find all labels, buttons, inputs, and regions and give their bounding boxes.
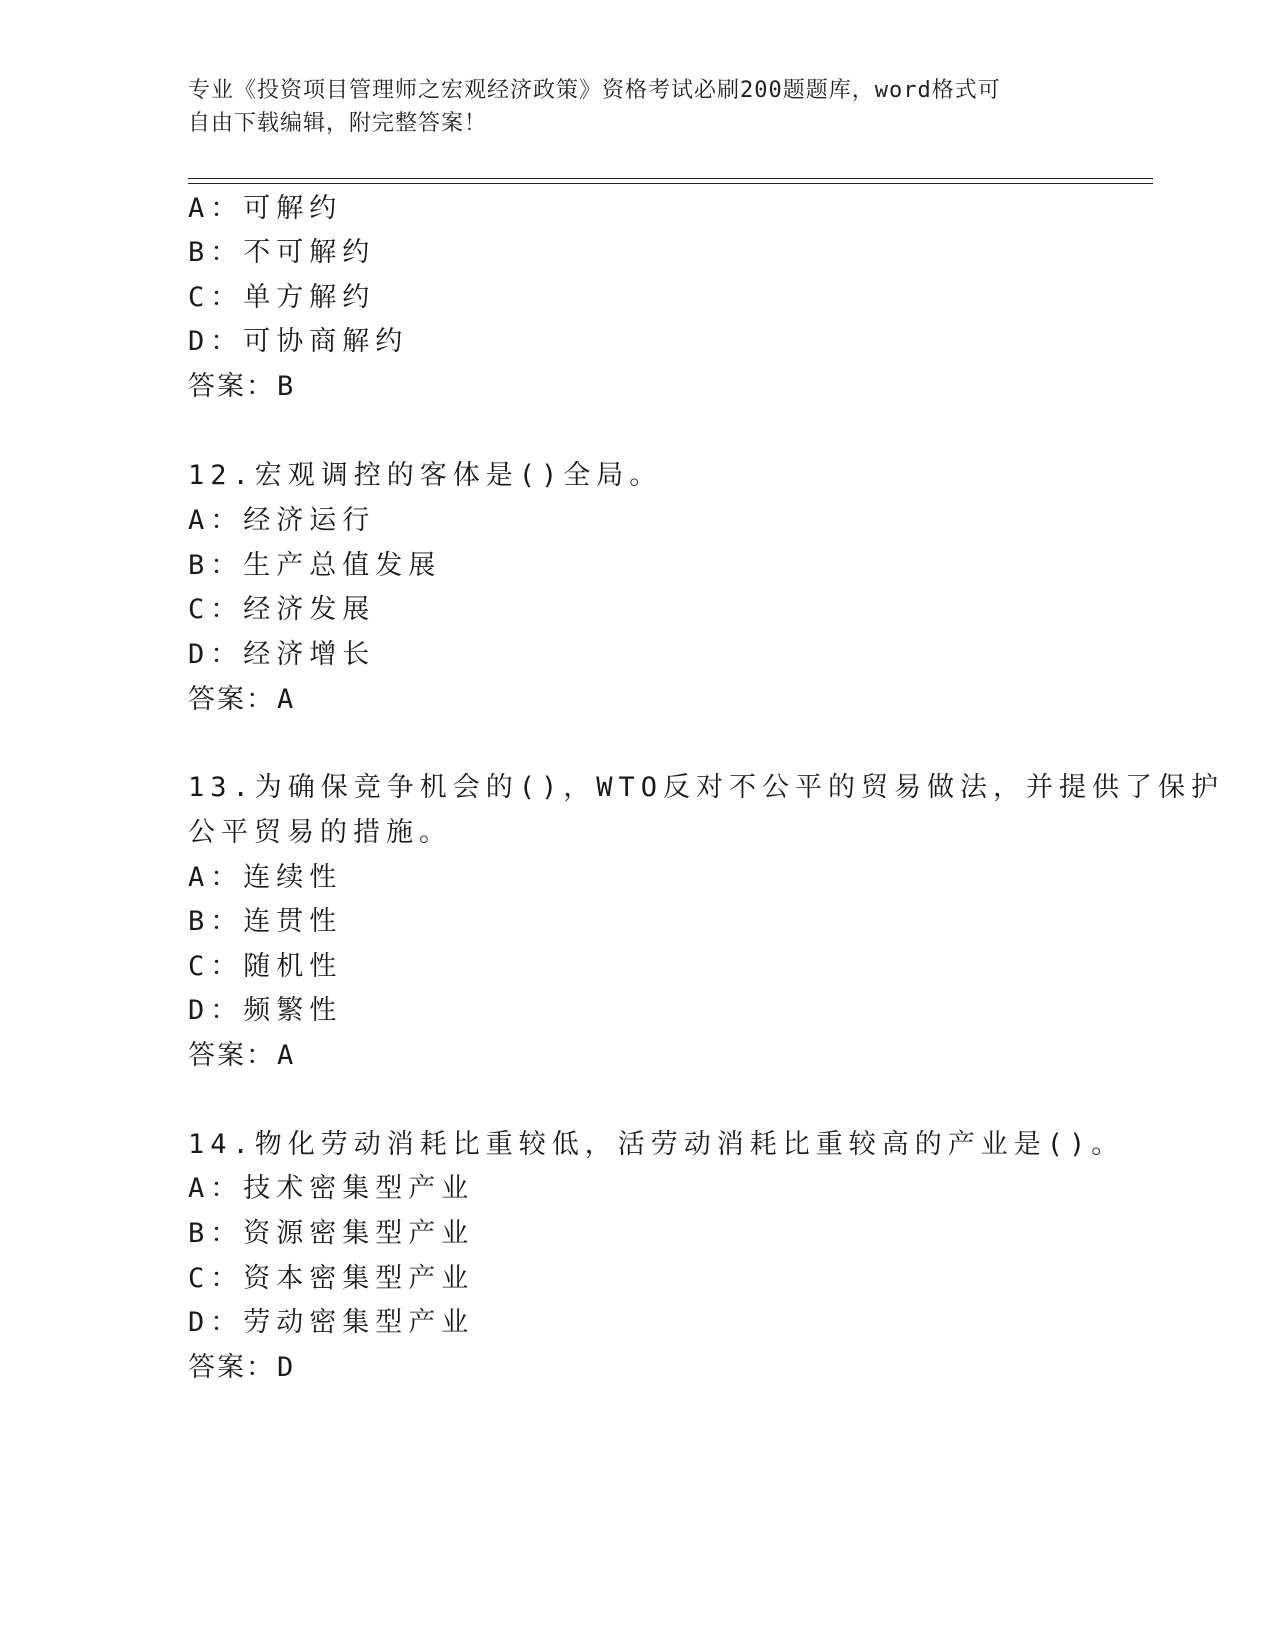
option-b: B：资源密集型产业 bbox=[188, 1218, 475, 1249]
header-line-2: 自由下载编辑，附完整答案！ bbox=[188, 111, 488, 136]
option-d: D：经济增长 bbox=[188, 639, 376, 670]
option-a: A：连续性 bbox=[188, 862, 343, 893]
answer bbox=[188, 1039, 295, 1073]
answer-value: B bbox=[277, 371, 296, 402]
option-c: C：单方解约 bbox=[188, 282, 376, 313]
answer-value: A bbox=[277, 684, 296, 715]
question-stem: 12.宏观调控的客体是()全局。 bbox=[188, 460, 663, 491]
option-b: B：生产总值发展 bbox=[188, 550, 442, 581]
option-b: B：连贯性 bbox=[188, 906, 343, 937]
document-header bbox=[188, 74, 1088, 140]
option-c: C：资本密集型产业 bbox=[188, 1263, 475, 1294]
option-a: A：经济运行 bbox=[188, 505, 376, 536]
header-divider-top bbox=[188, 178, 1153, 179]
question-stem-line-2: 公平贸易的措施。 bbox=[188, 817, 452, 848]
answer bbox=[188, 370, 295, 404]
option-c: C：随机性 bbox=[188, 951, 343, 982]
header-line-1: 专业《投资项目管理师之宏观经济政策》资格考试必刷200题题库，word格式可 bbox=[188, 78, 1001, 103]
question-stem: 14.物化劳动消耗比重较低，活劳动消耗比重较高的产业是()。 bbox=[188, 1129, 1125, 1160]
option-a: A：技术密集型产业 bbox=[188, 1173, 475, 1204]
answer-value: D bbox=[277, 1352, 296, 1383]
option-c: C：经济发展 bbox=[188, 594, 376, 625]
option-d: D：可协商解约 bbox=[188, 326, 409, 357]
option-a: A：可解约 bbox=[188, 193, 343, 224]
answer-label: 答案： bbox=[188, 1040, 275, 1071]
option-d: D：劳动密集型产业 bbox=[188, 1307, 475, 1338]
answer-value: A bbox=[277, 1040, 296, 1071]
answer-label: 答案： bbox=[188, 371, 275, 402]
answer bbox=[188, 1351, 295, 1385]
header-divider-bottom bbox=[188, 183, 1153, 184]
answer bbox=[188, 683, 295, 717]
answer-label: 答案： bbox=[188, 684, 275, 715]
answer-label: 答案： bbox=[188, 1352, 275, 1383]
question-stem-line-1: 13.为确保竞争机会的()，WTO反对不公平的贸易做法，并提供了保护 bbox=[188, 772, 1225, 803]
option-d: D：频繁性 bbox=[188, 995, 343, 1026]
option-b: B：不可解约 bbox=[188, 237, 376, 268]
